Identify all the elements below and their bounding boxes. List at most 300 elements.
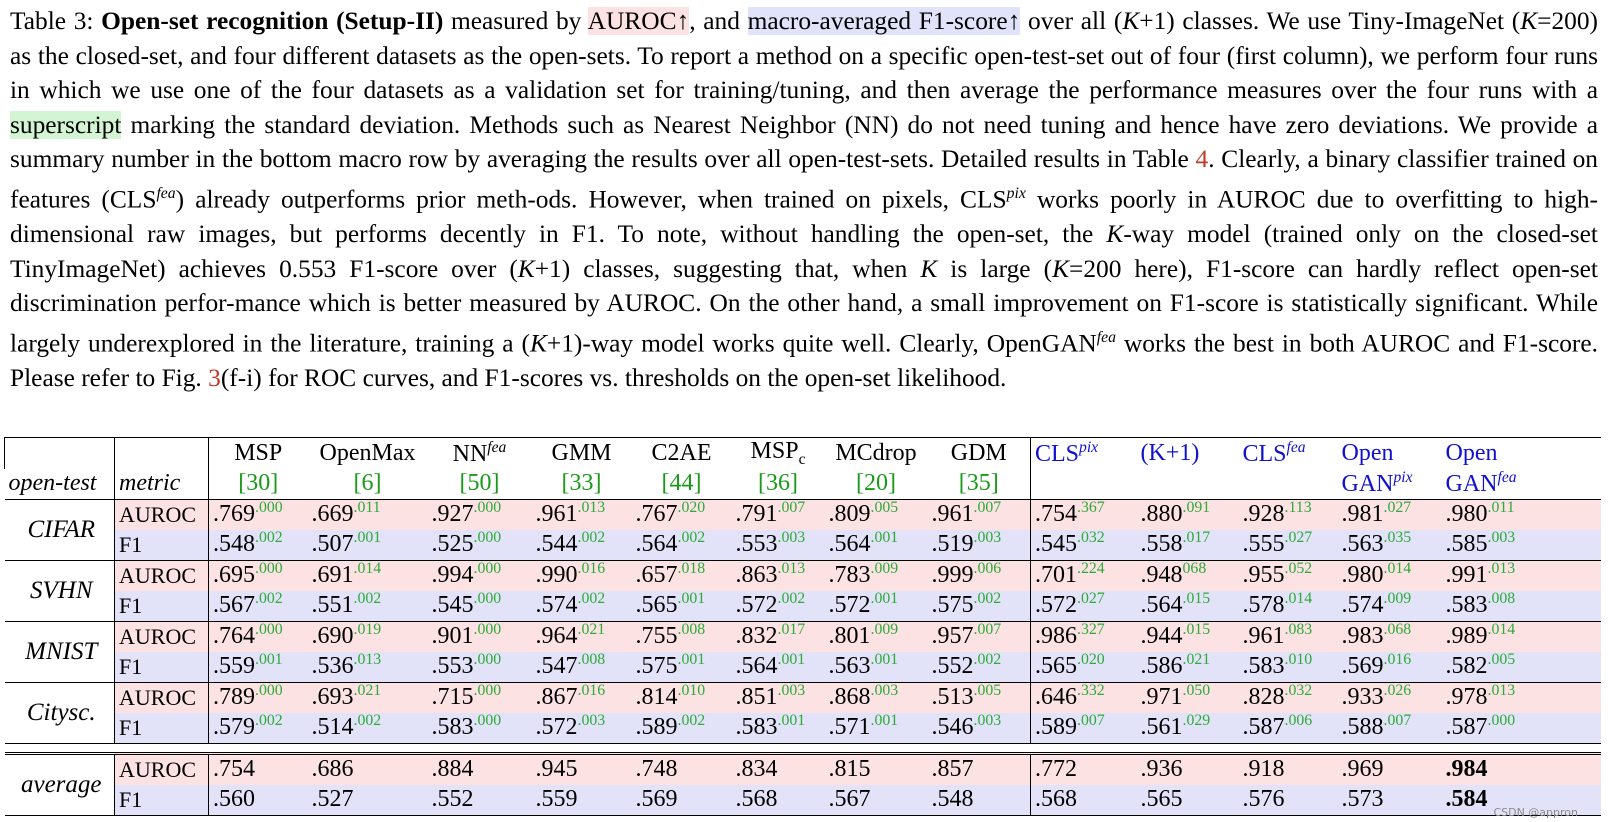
mean-value: .948 [1140,562,1183,589]
std-value: .050 [1182,682,1211,700]
std-value: .013 [1487,682,1516,700]
std-value: .010 [677,682,706,700]
std-value: .013 [1487,560,1516,578]
header-row-cites [5,469,1601,500]
std-value: .002 [677,712,706,730]
method-name: GAN [1341,471,1394,498]
our-method-header [1137,438,1239,469]
mean-value: .546 [931,714,974,741]
method-header [308,438,428,469]
std-value: .001 [777,712,806,730]
caption-title: Open-set recognition (Setup-II) [101,7,444,35]
mean-value: .927 [431,501,474,528]
math-k: K [1520,7,1538,35]
value-cell [1137,652,1239,683]
value-cell [632,560,732,591]
mean-value: .801 [828,623,871,650]
metric-label: F1 [115,652,209,683]
mean-value: .578 [1242,592,1285,619]
std-value: .000 [473,651,502,669]
std-value: .002 [255,529,283,547]
our-method-header-line2 [1442,469,1601,500]
average-value: .815 [825,753,928,785]
std-value: .000 [473,621,502,639]
table-row [5,682,1601,713]
value-cell [1442,530,1601,561]
std-value: .008 [677,621,706,639]
mean-value: .545 [1035,531,1077,558]
average-value: .569 [632,785,732,816]
citation-link[interactable]: [36] [732,469,825,500]
average-value: .568 [1031,785,1137,816]
table-row [5,591,1601,622]
std-value: .027 [1383,499,1412,517]
mean-value: .646 [1035,684,1077,711]
average-value: .969 [1338,753,1442,785]
mean-value: .567 [213,592,255,619]
metric-header: metric [115,469,209,500]
std-value: .007 [973,621,1002,639]
value-cell [1338,591,1442,622]
mean-value: .961 [931,501,974,528]
value-cell [1442,682,1601,713]
value-cell [209,499,308,530]
value-cell [825,713,928,744]
mean-value: .583 [1242,653,1285,680]
mean-value: .536 [311,653,354,680]
auroc-highlight: AUROC↑ [587,7,690,35]
value-cell [1031,530,1137,561]
our-method-header [1442,438,1601,469]
value-cell [428,530,532,561]
average-row [5,753,1601,785]
std-value: .018 [677,560,706,578]
caption-text: over all ( [1020,7,1123,35]
std-value: .002 [255,712,283,730]
mean-value: .767 [635,501,678,528]
method-name: NN [452,440,488,467]
mean-value: .564 [828,531,871,558]
mean-value: .574 [535,592,578,619]
mean-value: .514 [311,714,354,741]
metric-label: AUROC [115,753,209,785]
method-superscript: fea [1286,438,1306,456]
mean-value: .551 [311,592,354,619]
average-value: .945 [532,753,632,785]
mean-value: .563 [828,653,871,680]
value-cell [308,621,428,652]
value-cell [825,560,928,591]
value-cell [1031,652,1137,683]
std-value: .002 [353,590,382,608]
mean-value: .944 [1140,623,1183,650]
value-cell [732,621,825,652]
value-cell [825,530,928,561]
value-cell [308,591,428,622]
std-value: .009 [870,621,899,639]
value-cell [732,713,825,744]
value-cell [1239,499,1338,530]
value-cell [308,499,428,530]
mean-value: .868 [828,684,871,711]
std-value: .013 [577,499,606,517]
value-cell [632,499,732,530]
value-cell [308,713,428,744]
caption-text: marking the standard deviation. Methods such as Nearest Neighbor (NN) do not need tuning and hence have zero deviations. We provide a summary number in the bottom macro row by averaging the results over all open-test-sets. Detailed results in Table [10,110,1598,174]
mean-value: .553 [431,653,474,680]
value-cell [1338,530,1442,561]
std-value: .005 [870,499,899,517]
header-empty [115,438,209,469]
value-cell [1338,713,1442,744]
std-value: .000 [473,529,502,547]
value-cell [1338,560,1442,591]
mean-value: .999 [931,562,974,589]
mean-value: .980 [1445,501,1488,528]
mean-value: .582 [1445,653,1488,680]
std-value: .002 [255,590,283,608]
value-cell [1031,591,1137,622]
mean-value: .583 [735,714,778,741]
our-method-header [1031,438,1137,469]
mean-value: .587 [1242,714,1285,741]
mean-value: .809 [828,501,871,528]
value-cell [825,591,928,622]
value-cell [1031,560,1137,591]
method-name: GMM [551,439,612,466]
value-cell [632,652,732,683]
std-value: .000 [473,560,502,578]
math-k: K [529,329,547,358]
citation-link[interactable]: [30] [209,469,308,500]
figure-ref-link[interactable]: 3 [208,363,221,392]
std-value: .367 [1077,499,1105,517]
citation-link[interactable]: [20] [825,469,928,500]
mean-value: .552 [931,653,974,680]
value-cell [732,499,825,530]
caption-text: . Clearly, a binary classifier trained on features (CLS [10,145,1598,214]
caption-text: works poorly in AUROC due to overfitting to high-dimensional raw images, but performs decently in F1. To note, without handling the open-set, the [10,185,1598,249]
caption-text: is large ( [937,254,1053,283]
our-method-header-line2 [1239,469,1338,500]
dataset-name: MNIST [5,621,115,682]
value-cell [1442,713,1601,744]
std-value: .007 [777,499,806,517]
std-value: .008 [577,651,606,669]
value-cell [209,682,308,713]
mean-value: .783 [828,562,871,589]
value-cell [825,652,928,683]
mean-value: .755 [635,623,678,650]
math-k: K [1106,220,1124,249]
value-cell [1442,621,1601,652]
std-value: .013 [353,651,382,669]
method-name: MCdrop [835,439,917,466]
value-cell [825,621,928,652]
citation-link[interactable]: [35] [928,469,1031,500]
std-value: .005 [1487,651,1516,669]
value-cell [308,530,428,561]
math-sup: pix [1006,184,1026,202]
method-header [732,438,825,469]
value-cell [428,682,532,713]
caption-text: +1) classes, suggesting that, when [534,254,921,283]
table-row [5,652,1601,683]
value-cell [1137,560,1239,591]
mean-value: .555 [1242,531,1285,558]
header-row-names [5,438,1601,469]
std-value: .000 [473,590,502,608]
method-superscript: fea [487,438,507,456]
mean-value: .769 [213,501,255,528]
value-cell [1338,499,1442,530]
value-cell [209,713,308,744]
mean-value: .564 [1140,592,1183,619]
caption-label: Table 3: [10,7,94,35]
mean-value: .991 [1445,562,1488,589]
dataset-name: CIFAR [5,499,115,560]
value-cell [632,621,732,652]
value-cell [1239,682,1338,713]
value-cell [209,652,308,683]
value-cell [1442,591,1601,622]
citation-link[interactable]: [44] [632,469,732,500]
method-name: CLS [1035,440,1080,467]
value-cell [1239,530,1338,561]
mean-value: .715 [431,684,474,711]
std-value: .001 [870,590,899,608]
std-value: .003 [973,712,1002,730]
std-value: .029 [1182,712,1211,730]
metric-label: AUROC [115,682,209,713]
table-ref-link[interactable]: 4 [1195,145,1209,174]
std-value: .027 [1284,529,1313,547]
std-value: .002 [973,590,1002,608]
std-value: .003 [577,712,606,730]
mean-value: .791 [735,501,778,528]
math-k: K [920,254,938,283]
caption-text: , and [689,7,748,35]
method-name: (K+1) [1140,439,1200,466]
value-cell [1338,682,1442,713]
value-cell [928,652,1031,683]
std-value: .016 [577,560,606,578]
mean-value: .583 [1445,592,1488,619]
dataset-name: SVHN [5,560,115,621]
std-value: .002 [973,651,1002,669]
caption-text: -way model (trained only on the closed-set TinyImageNet) achieves 0.553 F1-score over ( [10,220,1598,283]
mean-value: .754 [1035,501,1077,528]
method-superscript: pix [1079,438,1099,456]
caption-text: works the best in both AUROC and F1-score. Please refer to Fig. [10,329,1599,392]
our-method-header-line2 [1338,469,1442,500]
std-value: .015 [1182,590,1211,608]
std-value: .005 [973,682,1002,700]
mean-value: .572 [1035,592,1077,619]
std-value: .014 [1383,560,1412,578]
metric-label: AUROC [115,560,209,591]
mean-value: .832 [735,623,778,650]
mean-value: .978 [1445,684,1488,711]
value-cell [732,652,825,683]
average-value: .559 [532,785,632,816]
average-value: .565 [1137,785,1239,816]
std-value: .001 [870,529,899,547]
metric-label: F1 [115,785,209,816]
value-cell [1239,560,1338,591]
method-superscript: fea [1497,469,1517,487]
std-value: .000 [255,682,283,700]
value-cell [1239,591,1338,622]
method-name: MSP [234,439,283,466]
f1-highlight: macro-averaged F1-score↑ [747,7,1021,35]
mean-value: .994 [431,562,474,589]
std-value: .010 [1284,651,1313,669]
std-value: .009 [1383,590,1412,608]
mean-value: .983 [1341,623,1384,650]
mean-value: .525 [431,531,474,558]
std-value: .003 [973,529,1002,547]
std-value: .021 [353,682,382,700]
mean-value: .587 [1445,714,1488,741]
std-value: .011 [1487,499,1515,517]
method-name: GAN [1445,471,1498,498]
mean-value: .695 [213,562,255,589]
std-value: .002 [353,712,382,730]
mean-value: .981 [1341,501,1384,528]
std-value: .020 [677,499,706,517]
std-value: .019 [353,621,382,639]
std-value: .001 [777,651,806,669]
average-value: .576 [1239,785,1338,816]
mean-value: .863 [735,562,778,589]
value-cell [1442,560,1601,591]
our-method-header-line2 [1031,469,1137,500]
metric-label: F1 [115,591,209,622]
std-value: .000 [473,712,502,730]
value-cell [1137,499,1239,530]
mean-value: .589 [635,714,678,741]
std-value: .007 [1077,712,1105,730]
std-value: .026 [1383,682,1412,700]
value-cell [308,682,428,713]
metric-label: AUROC [115,499,209,530]
mean-value: .971 [1140,684,1183,711]
average-value: .567 [825,785,928,816]
mean-value: .572 [735,592,778,619]
std-value: .003 [870,682,899,700]
value-cell [1239,621,1338,652]
value-cell [209,560,308,591]
value-cell [928,621,1031,652]
std-value: .113 [1284,499,1312,517]
std-value: .021 [1182,651,1211,669]
std-value: .020 [1077,651,1105,669]
std-value: .224 [1077,560,1105,578]
method-name: GDM [950,439,1007,466]
average-value: .560 [209,785,308,816]
citation-link[interactable]: [33] [532,469,632,500]
mean-value: .583 [431,714,474,741]
citation-link[interactable]: [6] [308,469,428,500]
mean-value: .957 [931,623,974,650]
math-sup: fea [156,184,176,202]
mean-value: .548 [213,531,255,558]
value-cell [632,682,732,713]
table-row [5,713,1601,744]
method-subscript: c [798,450,806,468]
mean-value: .544 [535,531,578,558]
value-cell [1137,530,1239,561]
std-value: .021 [577,621,606,639]
value-cell [428,621,532,652]
std-value: .008 [1487,590,1516,608]
mean-value: .558 [1140,531,1183,558]
std-value: .006 [1284,712,1313,730]
mean-value: .579 [213,714,255,741]
metric-label: F1 [115,530,209,561]
value-cell [1137,713,1239,744]
mean-value: .563 [1341,531,1384,558]
value-cell [428,560,532,591]
std-value: .017 [777,621,806,639]
table-caption [10,4,1598,395]
std-value: .032 [1077,529,1105,547]
std-value: .001 [255,651,283,669]
table-row [5,499,1601,530]
mean-value: .961 [1242,623,1285,650]
value-cell [308,560,428,591]
mean-value: .701 [1035,562,1077,589]
citation-link[interactable]: [50] [428,469,532,500]
average-value: .984 [1442,753,1601,785]
results-table [4,437,1601,816]
value-cell [732,682,825,713]
value-cell [1137,591,1239,622]
table-row [5,560,1601,591]
value-cell [928,530,1031,561]
method-name: CLS [1242,440,1287,467]
math-sup: fea [1096,328,1116,346]
std-value: .001 [870,651,899,669]
mean-value: .657 [635,562,678,589]
value-cell [928,591,1031,622]
std-value: .015 [1182,621,1211,639]
value-cell [428,499,532,530]
std-value: .002 [577,590,606,608]
std-value: .014 [1284,590,1313,608]
average-value: .573 [1338,785,1442,816]
value-cell [209,621,308,652]
superscript-highlight: superscript [10,110,122,139]
std-value: .014 [353,560,382,578]
mean-value: .986 [1035,623,1077,650]
std-value: .017 [1182,529,1211,547]
average-value: .857 [928,753,1031,785]
mean-value: .691 [311,562,354,589]
mean-value: .933 [1341,684,1384,711]
caption-text: +1) classes. We use Tiny-ImageNet ( [1139,7,1521,35]
value-cell [825,682,928,713]
value-cell [732,560,825,591]
math-k: K [1122,7,1140,35]
average-value: .884 [428,753,532,785]
value-cell [428,652,532,683]
value-cell [1031,621,1137,652]
mean-value: .565 [1035,653,1077,680]
method-name: Open [1341,439,1394,466]
mean-value: .575 [635,653,678,680]
